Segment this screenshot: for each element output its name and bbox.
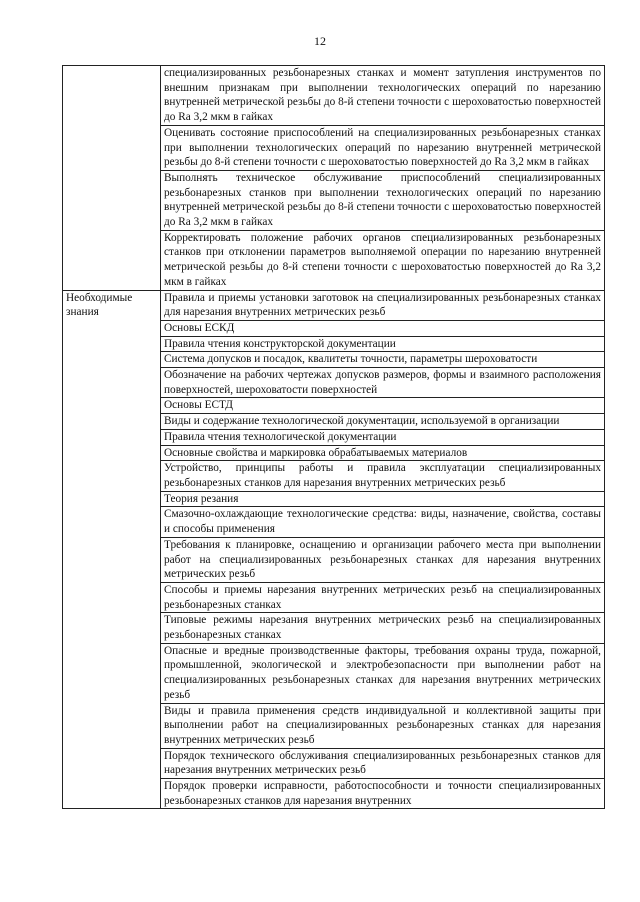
table-cell: Обозначение на рабочих чертежах допусков размеров, формы и взаимного расположения поверхностей, шероховатости поверхностей bbox=[161, 368, 605, 398]
table-cell: Виды и содержание технологической документации, используемой в организации bbox=[161, 414, 605, 430]
page-number: 12 bbox=[314, 34, 326, 48]
table-row bbox=[63, 290, 605, 320]
table-cell: Устройство, принципы работы и правила эксплуатации специализированных резьбонарезных станков для нарезания внутренних метрических резьб bbox=[161, 461, 605, 491]
table-cell: Виды и правила применения средств индивидуальной и коллективной защиты при выполнении работ на специализированных резьбонарезных станках для нарезания внутренних метрических резьб bbox=[161, 703, 605, 748]
section-label-knowledge: Необходимые знания bbox=[63, 290, 161, 809]
table-cell: Правила чтения технологической документации bbox=[161, 429, 605, 445]
table-cell: специализированных резьбонарезных станках и момент затупления инструментов по внешним признакам при выполнении технологических операций по нарезанию внутренней метрической резьбы до 8-й степени точности с шероховатостью поверхностей до Ra 3,2 мкм в гайках bbox=[161, 66, 605, 126]
table-cell: Способы и приемы нарезания внутренних метрических резьб на специализированных резьбонарезных станках bbox=[161, 582, 605, 612]
table-cell: Основы ЕСТД bbox=[161, 398, 605, 414]
table-cell: Требования к планировке, оснащению и организации рабочего места при выполнении работ на специализированных резьбонарезных станках для нарезания внутренних метрических резьб bbox=[161, 537, 605, 582]
table-cell: Корректировать положение рабочих органов специализированных резьбонарезных станков при отклонении параметров выполняемой операции по нарезанию внутренней метрической резьбы до 8-й степени точности с шероховатостью поверхностей до Ra 3,2 мкм в гайках bbox=[161, 230, 605, 290]
table-cell: Типовые режимы нарезания внутренних метрических резьб на специализированных резьбонарезных станках bbox=[161, 613, 605, 643]
table-cell: Смазочно-охлаждающие технологические средства: виды, назначение, свойства, составы и способы применения bbox=[161, 507, 605, 537]
section-label-skills bbox=[63, 66, 161, 291]
table-cell: Порядок технического обслуживания специализированных резьбонарезных станков для нарезания внутренних метрических резьб bbox=[161, 748, 605, 778]
table-row bbox=[63, 66, 605, 126]
table-cell: Теория резания bbox=[161, 491, 605, 507]
table-cell: Опасные и вредные производственные факторы, требования охраны труда, пожарной, промышленной, экологической и электробезопасности при выполнении работ на специализированных резьбонарезных станках для нарезания внутренних метрических резьб bbox=[161, 643, 605, 703]
table-cell: Система допусков и посадок, квалитеты точности, параметры шероховатости bbox=[161, 352, 605, 368]
table-cell: Оценивать состояние приспособлений на специализированных резьбонарезных станках при выполнении технологических операций по нарезанию внутренней метрической резьбы до 8-й степени точности с шероховатостью поверхностей до Ra 3,2 мкм в гайках bbox=[161, 125, 605, 170]
table-cell: Основы ЕСКД bbox=[161, 320, 605, 336]
table-cell: Выполнять техническое обслуживание приспособлений специализированных резьбонарезных станков при выполнении технологических операций по нарезанию внутренней метрической резьбы до 8-й степени точности с шероховатостью поверхностей до Ra 3,2 мкм в гайках bbox=[161, 170, 605, 230]
table-cell: Основные свойства и маркировка обрабатываемых материалов bbox=[161, 445, 605, 461]
table-cell: Правила чтения конструкторской документации bbox=[161, 336, 605, 352]
table-cell-continued bbox=[161, 779, 605, 809]
continued-text: Порядок проверки исправности, работоспособности и точности специализированных резьбонарезных станков для нарезания внутренних bbox=[164, 780, 601, 807]
table-cell: Правила и приемы установки заготовок на специализированных резьбонарезных станках для нарезания внутренних метрических резьб bbox=[161, 290, 605, 320]
competency-table bbox=[62, 65, 605, 809]
